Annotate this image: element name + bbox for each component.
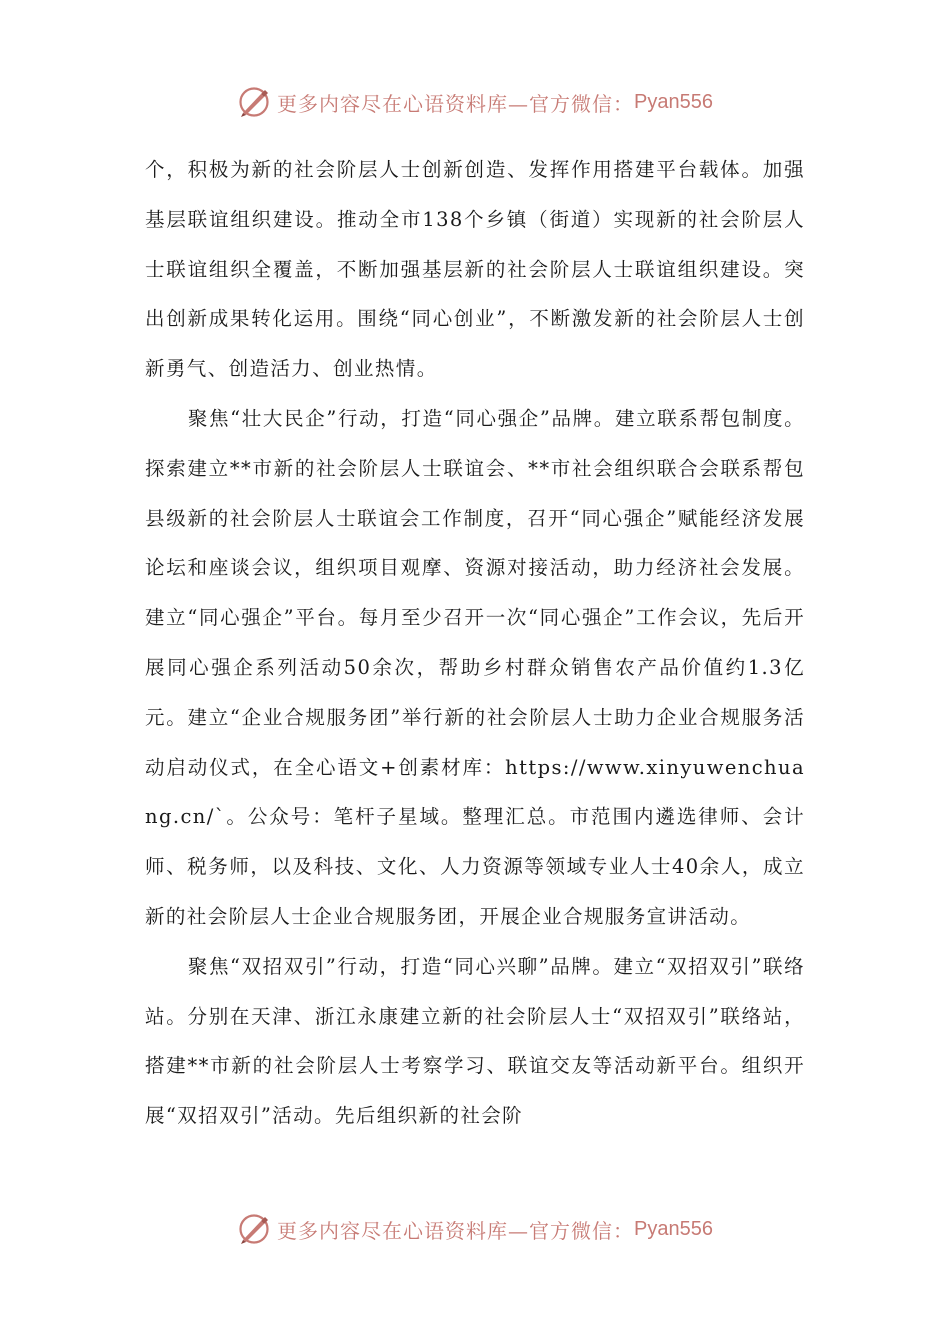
wechat-id: Pyan556 <box>634 90 713 113</box>
paragraph-1: 个，积极为新的社会阶层人士创新创造、发挥作用搭建平台载体。加强基层联谊组织建设。推动全市138个乡镇（街道）实现新的社会阶层人士联谊组织全覆盖，不断加强基层新的社会阶层人士联谊组织建设。突出创新成果转化运用。围绕“同心创业”，不断激发新的社会阶层人士创新勇气、创造活力、创业热情。 <box>145 158 805 381</box>
pen-logo-icon <box>237 1212 271 1246</box>
paragraph-3: 聚焦“双招双引”行动，打造“同心兴聊”品牌。建立“双招双引”联络站。分别在天津、浙江永康建立新的社会阶层人士“双招双引”联络站，搭建**市新的社会阶层人士考察学习、联谊交友等活动新平台。组织开展“双招双引”活动。先后组织新的社会阶 <box>145 954 805 1128</box>
banner-text: 更多内容尽在心语资料库—官方微信： <box>277 91 635 116</box>
banner-text: 更多内容尽在心语资料库—官方微信： <box>277 1218 635 1243</box>
wechat-id: Pyan556 <box>634 1217 713 1240</box>
paragraph-2: 聚焦“壮大民企”行动，打造“同心强企”品牌。建立联系帮包制度。探索建立**市新的社会阶层人士联谊会、**市社会组织联合会联系帮包县级新的社会阶层人士联谊会工作制度，召开“同心强企”赋能经济发展论坛和座谈会议，组织项目观摩、资源对接活动，助力经济社会发展。建立“同心强企”平台。每月至少召开一次“同心强企”工作会议，先后开展同心强企系列活动50余次，帮助乡村群众销售农产品价值约1.3亿元。建立“企业合规服务团”举行新的社会阶层人士助力企业合规服务活动启动仪式，在全心语文+创素材库：https://www.xinyuwenchuang.cn/`。公众号：笔杆子星域。整理汇总。市范围内遴选律师、会计师、税务师，以及科技、文化、人力资源等领域专业人士40余人，成立新的社会阶层人士企业合规服务团，开展企业合规服务宣讲活动。 <box>145 406 805 928</box>
document-body <box>145 145 805 1141</box>
footer-banner <box>0 1207 950 1251</box>
pen-logo-icon <box>237 85 271 119</box>
header-banner <box>0 80 950 124</box>
